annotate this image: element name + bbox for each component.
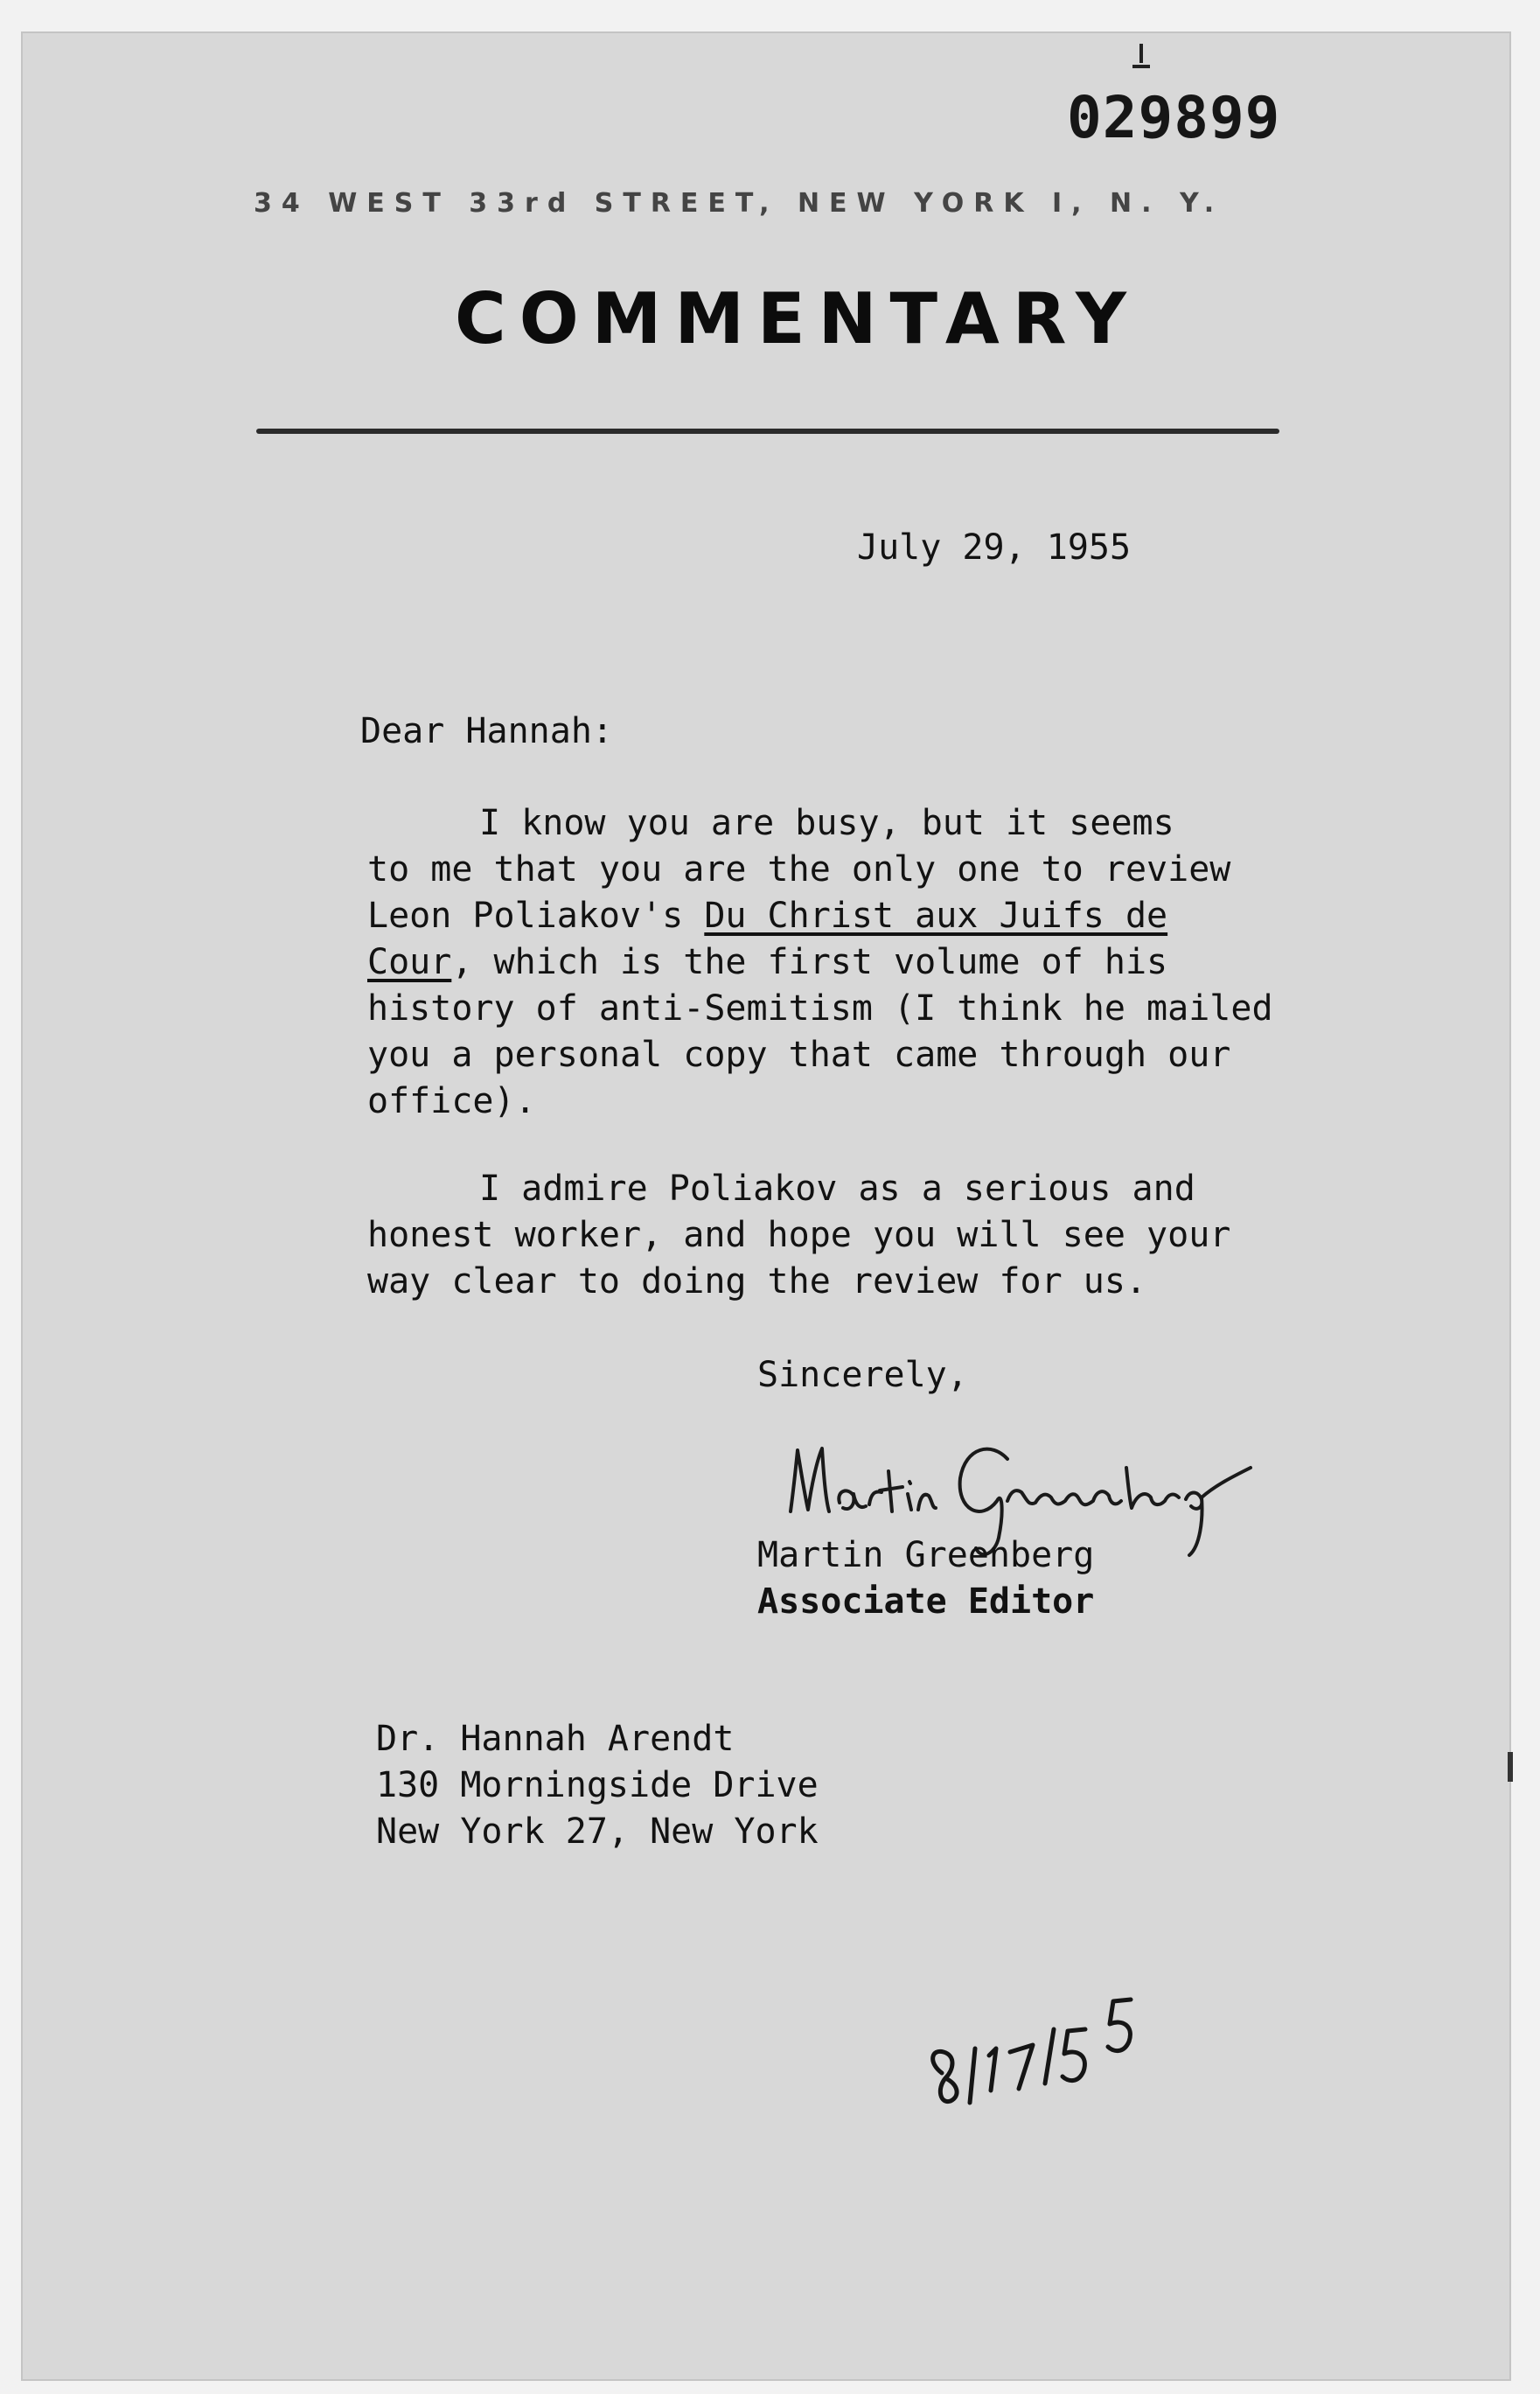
paragraph-1-line-6: you a personal copy that came through our — [367, 1035, 1231, 1075]
salutation: Dear Hannah: — [360, 711, 613, 751]
paragraph-1-line-4 — [367, 939, 1273, 986]
letterhead-address: 34 WEST 33rd STREET, NEW YORK I, N. Y. — [254, 188, 1224, 219]
paragraph-2 — [367, 1166, 1230, 1305]
paragraph-2-line-2: honest worker, and hope you will see your — [367, 1215, 1231, 1255]
letterhead-masthead: COMMENTARY — [455, 278, 1139, 359]
book-title-part-2: Cour — [367, 942, 452, 982]
paragraph-1 — [367, 800, 1273, 1125]
document-number: 029899 — [1067, 84, 1281, 151]
paragraph-1-line-5: history of anti-Semitism (I think he mailed — [367, 988, 1273, 1029]
recipient-address — [376, 1716, 819, 1855]
paragraph-1-line-4-rest: , which is the first volume of his — [451, 942, 1168, 982]
signer-name: Martin Greenberg — [757, 1535, 1095, 1575]
paragraph-1-line-7: office). — [367, 1081, 536, 1121]
recipient-street: 130 Morningside Drive — [376, 1765, 819, 1805]
signer-title: Associate Editor — [757, 1581, 1095, 1622]
handwritten-date — [923, 1968, 1185, 2117]
paragraph-1-line-3 — [367, 893, 1273, 939]
closing: Sincerely, — [757, 1355, 968, 1395]
author-text: Leon Poliakov's — [367, 896, 705, 936]
recipient-city: New York 27, New York — [376, 1811, 819, 1852]
book-title-part-1: Du Christ aux Juifs de — [704, 896, 1168, 936]
paragraph-2-line-3: way clear to doing the review for us. — [367, 1261, 1147, 1302]
top-tick-mark — [1130, 42, 1153, 72]
paragraph-1-line-2: to me that you are the only one to review — [367, 849, 1231, 890]
recipient-name: Dr. Hannah Arendt — [376, 1719, 735, 1759]
paragraph-1-line-1: I know you are busy, but it seems — [479, 803, 1174, 843]
scan-edge-mark — [1508, 1752, 1513, 1782]
letterhead-rule — [256, 429, 1279, 434]
paragraph-2-line-1: I admire Poliakov as a serious and — [479, 1169, 1195, 1209]
letter-date: July 29, 1955 — [857, 527, 1132, 568]
